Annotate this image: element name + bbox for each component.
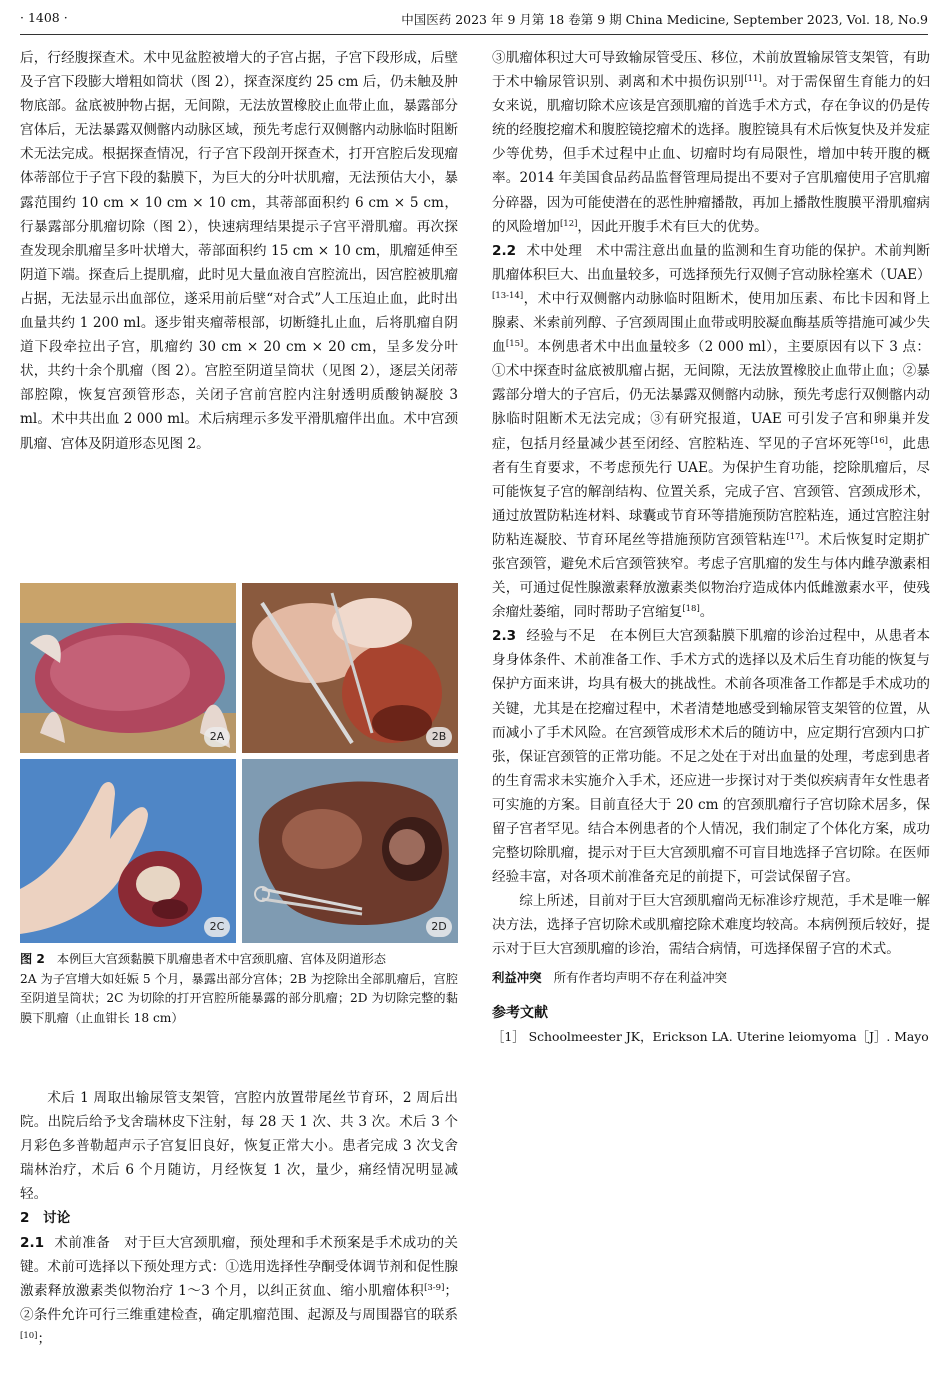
caption-title: 图 2 [20, 952, 45, 966]
citation-3-9[interactable]: [3-9] [424, 1282, 445, 1293]
caption-legend: 2A 为子宫增大如妊娠 5 个月，暴露出部分宫体；2B 为挖除出全部肌瘤后，宫腔至阴道呈筒状；2C 为切除的打开宫腔所能暴露的部分肌瘤；2D 为切除完整的黏膜下肌瘤（止血钳长 18 cm） [20, 971, 458, 1025]
running-header [20, 10, 928, 32]
right-column [492, 46, 930, 1048]
photo-2c [20, 759, 236, 943]
coi-label: 利益冲突 [492, 969, 542, 985]
photo-2b [242, 583, 458, 753]
left-column-intro [20, 46, 458, 456]
photo-2b-label: 2B [426, 727, 452, 747]
header-rule [20, 34, 928, 35]
references-heading: 参考文献 [492, 1004, 548, 1021]
section-2-3-number: 2.3 [492, 628, 517, 645]
preop-text-c: ，因此开腹手术有巨大的优势。 [577, 218, 768, 235]
section-2-2-text-d: ，此患者有生育要求，不考虑预先行 UAE。为保护生育功能，挖除肌瘤后，尽可能恢复子宫的解剖结构、位置关系，完成子宫、宫颈管、宫颈成形术，通过放置防粘连材料、球囊或节育环等措施预防宫腔粘连，通过宫腔注射防粘连凝胶、节育环尾丝等措施预防宫颈管粘连 [492, 435, 931, 548]
section-2-1-text-c: ； [37, 1330, 52, 1347]
citation-17[interactable]: [17] [786, 531, 804, 542]
preop-text-a: ③肌瘤体积过大可导致输尿管受压、移位，术前放置输尿管支架管，有助于术中输尿管识别、剥离和术中损伤识别 [492, 50, 930, 91]
section-2-1-text-b: ；②条件允许可行三维重建检查，确定肌瘤范围、起源及与周围器官的联系 [20, 1282, 458, 1323]
citation-13-14[interactable]: [13-14] [492, 290, 524, 301]
section-2-2-text-f: 。 [699, 604, 714, 621]
intro-paragraph: 后，行经腹探查术。术中见盆腔被增大的子宫占据，子宫下段形成，后壁及子宫下段膨大增粗如筒状（图 2），探查深度约 25 cm 后，仍未触及肿物底部。盆底被肿物占据，无间隙，无法放置橡胶止血带止血，暴露部分宫体后，无法暴露双侧髂内动脉区域，预先考虑行双侧髂内动脉临时阻断术无法完成。根据探查情况，行子宫下段剖开探查术，打开宫腔后发现瘤体蒂部位于子宫下段的黏膜下，为巨大的分叶状肌瘤，无法预估大小，暴露范围约 10 cm × 10 cm × 10 cm，其蒂部面积约 6 cm × 5 cm，行暴露部分肌瘤切除（图 2），快速病理结果提示子宫平滑肌瘤。再次探查发现余肌瘤呈多叶状增大，蒂部面积约 15 cm × 10 cm，肌瘤延伸至阴道下端。探查后上提肌瘤，此时见大量血液自宫腔流出，因宫腔被肌瘤占据，无法显示出血部位，遂采用前后壁“对合式”人工压迫止血，此时出血量共约 1 200 ml。逐步钳夹瘤蒂根部，切断缝扎止血，后将肌瘤自阴道下段牵拉出子宫，肌瘤约 30 cm × 20 cm × 20 cm，呈多发分叶状，共约十余个肌瘤（图 2）。宫腔至阴道呈筒状（见图 2），逐层关闭蒂部腔隙，恢复宫颈管形态，关闭子宫前宫腔内注射透明质酸钠凝胶 3 ml。术中共出血 2 000 ml。术后病理示多发平滑肌瘤伴出血。术中宫颈肌瘤、宫体及阴道形态见图 2。 [20, 50, 458, 452]
citation-15[interactable]: [15] [505, 339, 524, 350]
section-2-3-paragraph [492, 624, 930, 889]
conflict-of-interest [492, 966, 930, 990]
citation-12[interactable]: [12] [559, 218, 578, 229]
photo-2d-image [242, 759, 458, 943]
section-2-2-text-e: 。术后恢复时定期扩张宫颈管，避免术后宫颈管狭窄。考虑子宫肌瘤的发生与体内雌孕激素相关，可通过促性腺激素释放激素类似物治疗造成体内低雌激素水平，使残余瘤灶萎缩，同时帮助子宫缩复 [492, 531, 931, 621]
section-2-2-text-c: 。本例患者术中出血量较多（2 000 ml），主要原因有以下 3 点：①术中探查时盆底被肌瘤占据，无间隙，无法放置橡胶止血带止血；②暴露部分增大的子宫后，仍无法暴露双侧髂内动脉，预先考虑行双侧髂内动脉临时阻断术无法完成；③有研究报道，UAE 可引发子宫和卵巢并发症，包括月经量减少甚至闭经、宫腔粘连、罕见的子宫坏死等 [492, 339, 930, 452]
section-2-2-text-b: ，术中行双侧髂内动脉临时阻断术，使用加压素、布比卡因和肾上腺素、米索前列醇、子宫颈周围止血带或明胶凝血酶基质等措施可减少失血 [492, 290, 930, 356]
figure-caption [20, 950, 458, 1028]
photo-2d-label: 2D [426, 917, 452, 937]
section-2-1-text-a: 对于巨大宫颈肌瘤，预处理和手术预案是手术成功的关键。术前可选择以下预处理方式：①选用选择性孕酮受体调节剂和促性腺激素释放激素类似物治疗 1～3 个月，以纠正贫血、缩小肌瘤体积 [20, 1234, 459, 1299]
photo-2c-image [20, 759, 236, 943]
left-column-lower [20, 1086, 458, 1351]
preop-text-b: 。对于需保留生育能力的妇女来说，肌瘤切除术应该是宫颈肌瘤的首选手术方式，存在争议的仍是传统的经腹挖瘤术和腹腔镜挖瘤术的选择。腹腔镜具有术后恢复快及并发症少等优势，但手术过程中止血、切瘤时均有局限性，增加中转开腹的概率。2014 年美国食品药品监督管理局提出不要对子宫肌瘤使用子宫肌瘤分碎器，因为可能使潜在的恶性肿瘤播散，再加上播散性腹膜平滑肌瘤病的风险增加 [492, 74, 930, 235]
citation-18[interactable]: [18] [682, 604, 700, 615]
section-2-1-title: 术前准备 [54, 1234, 111, 1251]
preop-continued-paragraph [492, 46, 930, 239]
photo-2d [242, 759, 458, 943]
section-2-heading: 2 讨论 [20, 1210, 71, 1227]
citation-11[interactable]: [11] [744, 74, 762, 85]
citation-10[interactable]: [10] [20, 1330, 38, 1341]
photo-2b-image [242, 583, 458, 753]
section-2-1-number: 2.1 [20, 1234, 45, 1251]
citation-16[interactable]: [16] [870, 435, 888, 446]
figure-2 [20, 583, 458, 943]
section-2-2-paragraph [492, 239, 930, 625]
section-2-2-text-a: 术中需注意出血量的监测和生育功能的保护。术前判断肌瘤体积巨大、出血量较多，可选择预先行双侧子宫动脉栓塞术（UAE） [492, 242, 931, 283]
photo-2c-label: 2C [204, 917, 230, 937]
photo-2a-image [20, 583, 236, 753]
section-2-3-text: 在本例巨大宫颈黏膜下肌瘤的诊治过程中，从患者本身身体条件、术前准备工作、手术方式的选择以及术后生育功能的恢复与保护方面来讲，均具有极大的挑战性。术前各项准备工作都是手术成功的关键，尤其是在挖瘤过程中，术者清楚地感受到输尿管支架管的位置，从而减小了手术风险。在宫颈管成形术术后的随访中，应定期行宫颈内口扩张，保证宫颈管的正常功能。不足之处在于对出血量的处理，考虑到患者的生育需求未实施介入手术，还应进一步探讨对于类似疾病青年女性患者可实施的方案。目前直径大于 20 cm 的宫颈肌瘤行子宫切除术居多，保留子宫者罕见。结合本例患者的个人情况，我们制定了个体化方案，成功完整切除肌瘤，提示对于巨大宫颈肌瘤不可盲目地选择子宫切除。在医师经验丰富，对各项术前准备充足的前提下，可尝试保留子宫。 [492, 628, 931, 886]
postop-paragraph: 术后 1 周取出输尿管支架管，宫腔内放置带尾丝节育环，2 周后出院。出院后给予戈舍瑞林皮下注射，每 28 天 1 次、共 3 次。术后 3 个月彩色多普勒超声示子宫复旧良好，恢复正常大小。患者完成 3 次戈舍瑞林治疗，术后 6 个月随访，月经恢复 1 次，量少，痛经情况明显减轻。 [20, 1090, 458, 1203]
section-2-2-number: 2.2 [492, 242, 517, 259]
conclusion-paragraph: 综上所述，目前对于巨大宫颈肌瘤尚无标准诊疗规范，手术是唯一解决方法，选择子宫切除术或肌瘤挖除术难度均较高。本病例预后较好，提示对于巨大宫颈肌瘤的诊治，需结合病情，可选择保留子宫的术式。 [492, 893, 930, 958]
section-2-3-title: 经验与不足 [526, 628, 597, 645]
photo-2a-label: 2A [204, 727, 230, 747]
coi-text: 所有作者均声明不存在利益冲突 [553, 969, 728, 985]
page-number: · 1408 · [20, 10, 68, 25]
caption-text: 本例巨大宫颈黏膜下肌瘤患者术中宫颈肌瘤、宫体及阴道形态 [56, 952, 386, 966]
section-2-1-paragraph [20, 1231, 458, 1351]
section-2-2-title: 术中处理 [526, 242, 583, 259]
reference-1[interactable]: ［1］ Schoolmeester JK，Erickson LA. Uterine leiomyoma［J］. Mayo [492, 1028, 929, 1044]
journal-citation: 中国医药 2023 年 9 月第 18 卷第 9 期 China Medicine, September 2023, Vol. 18, No.9 [401, 12, 928, 27]
photo-2a [20, 583, 236, 753]
